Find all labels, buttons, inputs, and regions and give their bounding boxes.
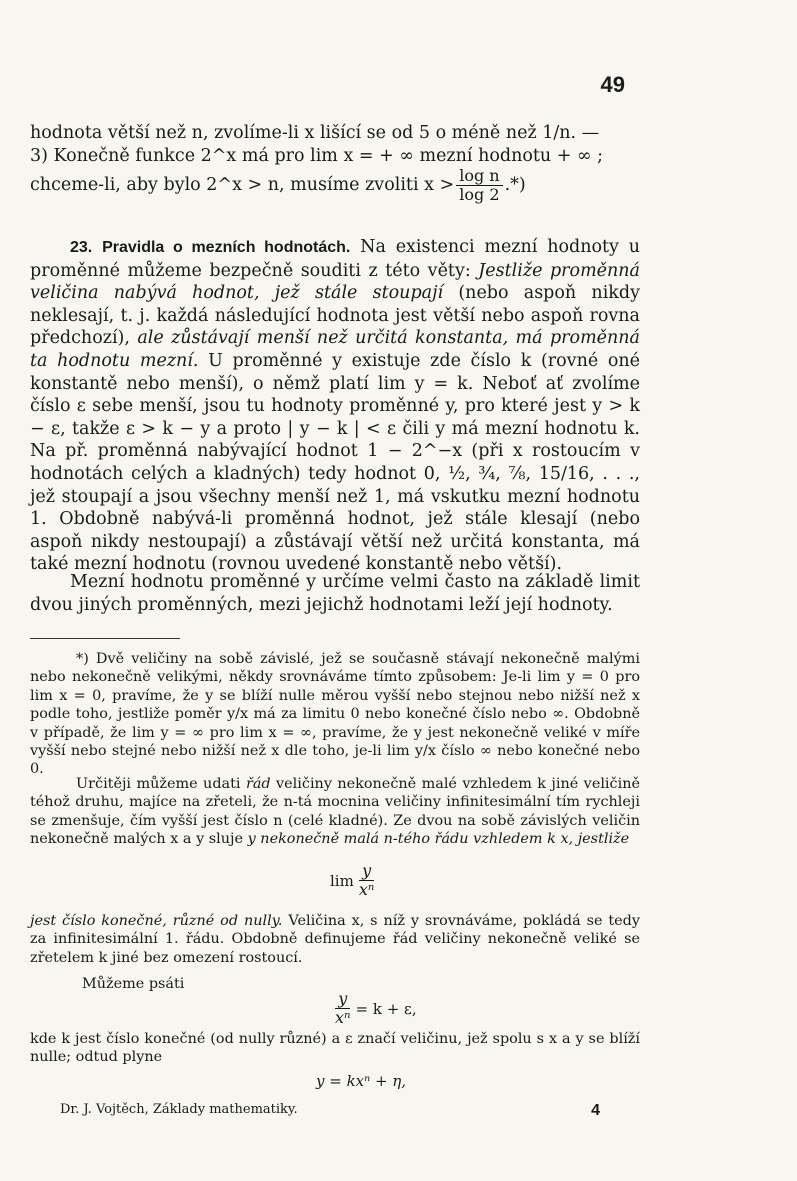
section-heading: Pravidla o mezních hodnotách. <box>102 239 351 256</box>
footnote-divider <box>30 638 180 639</box>
equation-1-numerator: y <box>335 990 350 1009</box>
page-number: 49 <box>600 72 625 97</box>
equation-1-denominator: xⁿ <box>335 1008 351 1027</box>
page-footer <box>60 1102 600 1120</box>
footnote-text-3 <box>30 912 640 967</box>
footnote-marker: .*) <box>504 175 526 196</box>
footnote-paragraph-1 <box>30 650 640 779</box>
signature-mark: 4 <box>591 1102 600 1119</box>
closing-text: Mezní hodnotu proměnné y určíme velmi často na základě limit dvou jiných proměnných, mezi jejichž hodnotami leží její hodnoty. <box>30 572 640 615</box>
log-fraction-numerator: log n <box>456 167 502 186</box>
limit-formula-body <box>330 862 379 899</box>
theorem-part-2: ale zůstávají menší než určitá konstanta, má proměnná ta hodnotu mezní. <box>30 328 640 371</box>
theorem-part-1: Jestliže proměnná veličina nabývá hodnot, jež stále stoupají <box>30 260 640 304</box>
section-23 <box>30 236 640 576</box>
section-number: 23. <box>70 239 93 256</box>
limit-fraction <box>356 862 378 899</box>
intro-paragraph <box>30 122 640 204</box>
footnote-2-definition: y nekonečně malá n-tého řádu vzhledem k x, jestliže <box>247 831 630 848</box>
limit-operator: lim <box>330 871 354 890</box>
limit-denominator: xⁿ <box>358 880 375 899</box>
footnote-text-1: *) Dvě veličiny na sobě závislé, jež se současně stávají nekonečně malými nebo nekonečně velikými, někdy srovnáváme tímto způsobem: Je-li lim y = 0 pro lim x = 0, pravíme, že y se blíží nulle měrou vyšší nebo stejnou nebo nižší než x podle toho, jestliže poměr y/x má za limitu 0 nebo konečné číslo nebo ∞. Obdobně v případě, že lim y = ∞ pro lim x = ∞, pravíme, že y jest nekonečně veliké v míře vyšší nebo stejné nebo nižší než x dle toho, je-li lim y/x číslo ∞ nebo konečné nebo 0. <box>30 651 640 778</box>
footnote-text-2 <box>30 775 640 849</box>
footnote-text-5: kde k jest číslo konečné (od nully různé) a ε značí veličinu, jež spolu s x a y se blíží nulle; odtud plyne <box>30 1031 640 1066</box>
footnote-3-lead: jest číslo konečné, různé od nully. <box>30 913 283 929</box>
footnote-text-4: Můžeme psáti <box>82 976 185 992</box>
footnote-2-term: řád <box>245 776 271 792</box>
limit-numerator: y <box>359 862 374 881</box>
footnote-paragraph-5 <box>30 1030 640 1067</box>
section-23-paragraph <box>30 236 640 576</box>
intro-line-3 <box>30 167 640 204</box>
section-text-1: Na existenci mezní hodnoty u proměnné můžeme bezpečně souditi z této věty: <box>30 237 640 281</box>
footnote-2-body: veličiny nekonečně malé vzhledem k jiné veličině téhož druhu, majíce na zřeteli, že n-tá mocnina veličiny infinitesimální tím rychleji se zmenšuje, čím vyšší jest číslo n (celé kladné). Ze dvou na sobě závislých veličin nekonečně malých x a y sluje <box>30 776 640 848</box>
section-text-3: U proměnné y existuje zde číslo k (rovné oné konstantě nebo menší), o němž platí lim y = k. Neboť ať zvolíme číslo ε sebe menší, jsou tu hodnoty proměnné y, pro které jest y > k − ε, takže ε > k − y a proto | y − k | < ε čili y má mezní hodnotu k. Na př. proměnná nabývající hodnot 1 − 2^−x (při x rostoucím v hodnotách celých a kladných) tedy hodnot 0, ½, ¾, ⅞, 15/16, . . ., jež stoupají a jsou všechny menší než 1, má vskutku mezní hodnotu 1. Obdobně nabývá-li proměnná hodnot, jež stále klesají (nebo aspoň nikdy nestoupají) a zůstávají větší než určitá konstanta, má také mezní hodnotu (rovnou uvedené konstantě nebo větší). <box>30 350 641 575</box>
intro-line-1: hodnota větší než n, zvolíme-li x lišící se od 5 o méně než 1/n. — <box>30 123 600 143</box>
equation-1-body <box>330 990 417 1027</box>
section-text-2: (nebo aspoň nikdy neklesají, t. j. každá následující hodnota jest větší nebo aspoň rovna předchozí), <box>30 283 640 349</box>
footnote-3-body: Veličina x, s níž y srovnáváme, pokládá se tedy za infinitesimální 1. řádu. Obdobně definujeme řád veličiny nekonečně veliké se zřetelem k jiné bez omezení rostoucí. <box>30 913 641 966</box>
log-fraction-denominator: log 2 <box>459 185 500 205</box>
equation-1-rhs: = k + ε, <box>355 999 417 1018</box>
log-fraction <box>456 167 502 204</box>
book-citation: Dr. J. Vojtěch, Základy mathematiky. <box>60 1102 298 1117</box>
intro-line-3-text: chceme-li, aby bylo 2^x > n, musíme zvoliti x > <box>30 175 455 196</box>
equation-2-body: y = kxⁿ + η, <box>316 1072 407 1090</box>
intro-line-2: 3) Konečně funkce 2^x má pro lim x = + ∞ mezní hodnotu + ∞ ; <box>30 145 604 166</box>
closing-paragraph <box>30 571 640 616</box>
footnote-paragraph-2 <box>30 775 640 849</box>
equation-1-fraction <box>332 990 354 1027</box>
footnote-paragraph-3 <box>30 912 640 967</box>
footnote-2-lead: Určitěji můžeme udati <box>76 776 246 792</box>
